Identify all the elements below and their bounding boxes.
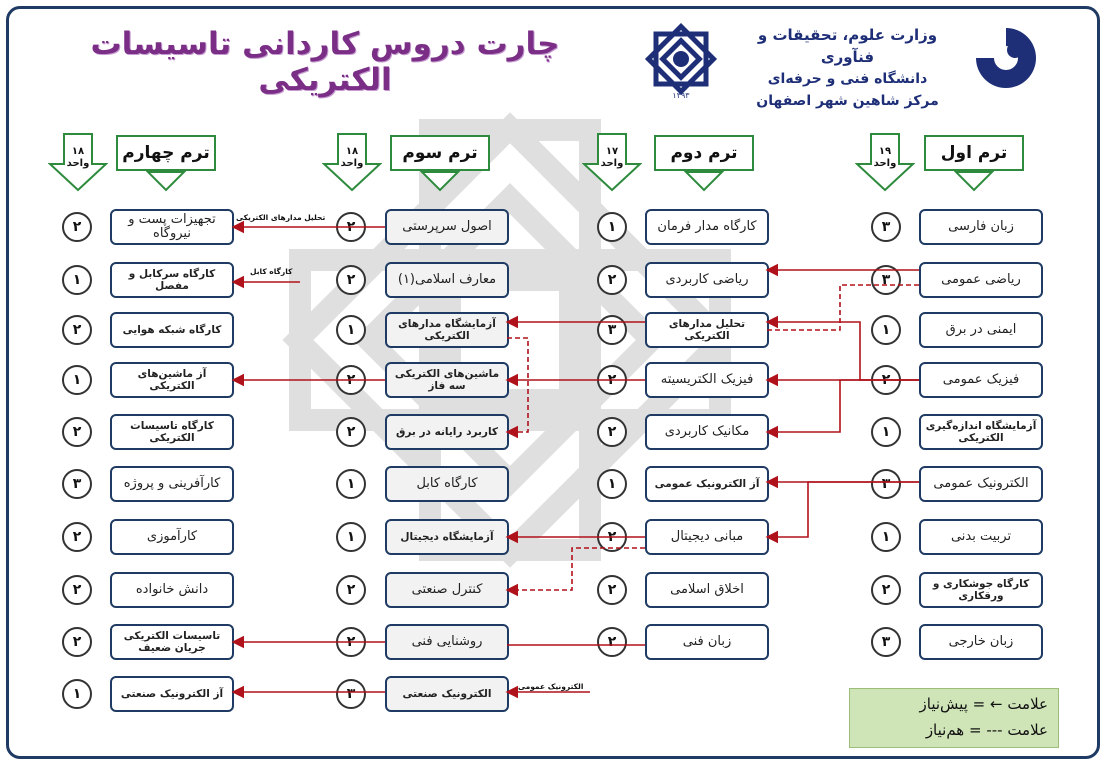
term-units-label: ۱۷ واحد xyxy=(600,146,624,169)
course-units-badge: ۱ xyxy=(597,212,627,242)
course-units-badge: ۳ xyxy=(336,679,366,709)
course-units-badge: ۱ xyxy=(336,469,366,499)
coreq-circuits-computer xyxy=(507,338,528,432)
course-box: فیزیک الکتریسیته xyxy=(645,362,769,398)
course-box: آزمایشگاه دیجیتال xyxy=(385,519,509,555)
course-units-badge: ۲ xyxy=(62,315,92,345)
ministry-line-2: دانشگاه فنی و حرفه‌ای xyxy=(767,71,928,87)
course-units-badge: ۲ xyxy=(62,575,92,605)
course-box: کارآموزی xyxy=(110,519,234,555)
course-units-badge: ۱ xyxy=(62,365,92,395)
course-box: کاربرد رایانه در برق xyxy=(385,414,509,450)
term-units-label: ۱۸ واحد xyxy=(340,146,364,169)
course-units-badge: ۱ xyxy=(871,522,901,552)
course-box: ریاضی عمومی xyxy=(919,262,1043,298)
course-box: کارگاه کابل xyxy=(385,466,509,502)
coreq-digital-control xyxy=(507,548,645,590)
course-box: روشنایی فنی xyxy=(385,624,509,660)
course-units-badge: ۳ xyxy=(871,212,901,242)
course-units-badge: ۱ xyxy=(62,679,92,709)
term-header-3: ترم سوم xyxy=(390,135,490,171)
course-box: زبان فنی xyxy=(645,624,769,660)
course-box: اخلاق اسلامی xyxy=(645,572,769,608)
course-units-badge: ۲ xyxy=(62,212,92,242)
course-units-badge: ۱ xyxy=(597,469,627,499)
course-box: تجهیزات پست و نیروگاه xyxy=(110,209,234,245)
course-units-badge: ۳ xyxy=(62,469,92,499)
course-box: کارگاه تاسیسات الکتریکی xyxy=(110,414,234,450)
course-box: آز الکترونیک عمومی xyxy=(645,466,769,502)
course-box: کارگاه جوشکاری و ورقکاری xyxy=(919,572,1043,608)
course-units-badge: ۲ xyxy=(597,627,627,657)
legend-coreq: علامت ‑‑‑ = هم‌نیاز xyxy=(925,721,1048,739)
course-units-badge: ۲ xyxy=(597,265,627,295)
course-box: ماشین‌های الکتریکی سه فاز xyxy=(385,362,509,398)
course-box: کارآفرینی و پروژه xyxy=(110,466,234,502)
seal-year: ۱۳۹۳ xyxy=(672,91,690,100)
arrow-electronics-to-digital xyxy=(767,482,919,537)
course-units-badge: ۱ xyxy=(336,522,366,552)
course-units-badge: ۱ xyxy=(336,315,366,345)
course-units-badge: ۲ xyxy=(597,575,627,605)
course-box: ایمنی در برق xyxy=(919,312,1043,348)
legend xyxy=(849,688,1059,748)
course-box: الکترونیک صنعتی xyxy=(385,676,509,712)
course-units-badge: ۲ xyxy=(336,575,366,605)
course-box: تربیت بدنی xyxy=(919,519,1043,555)
term-units-label: ۱۹ واحد xyxy=(873,146,897,169)
note-gen-electronics: الکترونیک عمومی xyxy=(518,682,584,691)
course-units-badge: ۲ xyxy=(336,265,366,295)
course-units-badge: ۲ xyxy=(336,417,366,447)
course-units-badge: ۳ xyxy=(871,627,901,657)
course-box: آزمایشگاه مدارهای الکتریکی xyxy=(385,312,509,348)
course-units-badge: ۲ xyxy=(62,417,92,447)
course-units-badge: ۳ xyxy=(597,315,627,345)
course-box: دانش خانواده xyxy=(110,572,234,608)
course-box: کارگاه سرکابل و مفصل xyxy=(110,262,234,298)
course-box: مکانیک کاربردی xyxy=(645,414,769,450)
arrow-physics-to-circuits xyxy=(767,322,919,380)
course-units-badge: ۲ xyxy=(62,522,92,552)
course-box: کارگاه شبکه هوایی xyxy=(110,312,234,348)
course-units-badge: ۱ xyxy=(871,315,901,345)
course-box: کنترل صنعتی xyxy=(385,572,509,608)
course-box: کارگاه مدار فرمان xyxy=(645,209,769,245)
page-title: چارت دروس کاردانی تاسیسات الکتریکی xyxy=(90,26,560,98)
course-box: زبان خارجی xyxy=(919,624,1043,660)
course-box: الکترونیک عمومی xyxy=(919,466,1043,502)
course-units-badge: ۲ xyxy=(336,365,366,395)
course-units-badge: ۳ xyxy=(871,469,901,499)
course-box: تحلیل مدارهای الکتریکی xyxy=(645,312,769,348)
coreq-math-circuits xyxy=(767,285,919,330)
course-box: آز الکترونیک صنعتی xyxy=(110,676,234,712)
term-header-1: ترم اول xyxy=(924,135,1024,171)
arrow-physics-to-mechanics xyxy=(767,380,919,432)
course-box: آز ماشین‌های الکتریکی xyxy=(110,362,234,398)
term-header-2: ترم دوم xyxy=(654,135,754,171)
course-box: آزمایشگاه اندازه‌گیری الکتریکی xyxy=(919,414,1043,450)
course-units-badge: ۲ xyxy=(336,212,366,242)
course-box: مبانی دیجیتال xyxy=(645,519,769,555)
course-box: زبان فارسی xyxy=(919,209,1043,245)
course-units-badge: ۲ xyxy=(597,365,627,395)
legend-prereq: علامت ← = پیش‌نیاز xyxy=(919,695,1048,713)
note-cable-prereq: کارگاه کابل xyxy=(250,267,293,276)
ministry-line-3: مرکز شاهین شهر اصفهان xyxy=(756,93,939,109)
course-units-badge: ۲ xyxy=(62,627,92,657)
course-units-badge: ۲ xyxy=(871,365,901,395)
course-box: معارف اسلامی(۱) xyxy=(385,262,509,298)
course-units-badge: ۱ xyxy=(871,417,901,447)
course-units-badge: ۱ xyxy=(62,265,92,295)
course-box: فیزیک عمومی xyxy=(919,362,1043,398)
course-box: اصول سرپرستی xyxy=(385,209,509,245)
course-units-badge: ۲ xyxy=(336,627,366,657)
ministry-line-1: وزارت علوم، تحقیقات و فنآوری xyxy=(757,26,938,66)
course-box: تاسیسات الکتریکی جریان ضعیف xyxy=(110,624,234,660)
note-circuits-prereq: تحلیل مدارهای الکتریکی xyxy=(236,213,326,222)
course-units-badge: ۳ xyxy=(871,265,901,295)
term-units-label: ۱۸ واحد xyxy=(66,146,90,169)
course-units-badge: ۲ xyxy=(597,522,627,552)
term-header-4: ترم چهارم xyxy=(116,135,216,171)
course-units-badge: ۲ xyxy=(871,575,901,605)
course-units-badge: ۲ xyxy=(597,417,627,447)
course-box: ریاضی کاربردی xyxy=(645,262,769,298)
